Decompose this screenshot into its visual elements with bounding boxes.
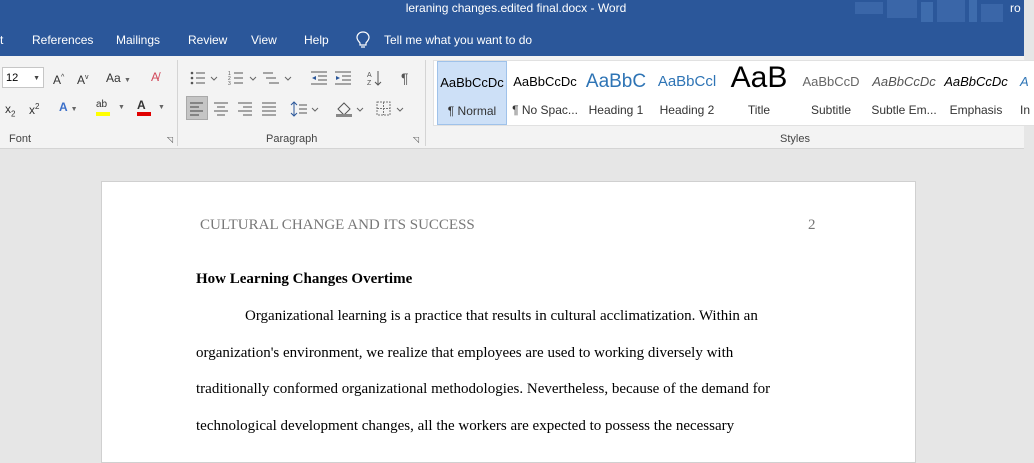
tab-insert[interactable]: t bbox=[0, 33, 4, 47]
document-page[interactable] bbox=[101, 181, 916, 463]
chevron-down-icon[interactable]: ▼ bbox=[158, 104, 165, 111]
user-account[interactable]: ro bbox=[1010, 1, 1021, 15]
grow-font-icon[interactable]: A^ bbox=[53, 73, 65, 87]
section-heading[interactable]: How Learning Changes Overtime bbox=[196, 271, 413, 287]
tab-mailings[interactable]: Mailings bbox=[116, 33, 161, 47]
style-sample: AaBbCcDc bbox=[440, 75, 504, 90]
line-spacing-icon[interactable] bbox=[291, 102, 318, 116]
style-name: Heading 2 bbox=[659, 103, 715, 117]
style-no-spacing[interactable] bbox=[509, 61, 581, 125]
clear-formatting-icon[interactable]: A̸ bbox=[151, 70, 160, 84]
increase-indent-icon[interactable] bbox=[335, 72, 351, 84]
superscript-icon[interactable]: $x^2$ bbox=[29, 102, 40, 117]
font-size-box[interactable] bbox=[2, 67, 44, 88]
style-name: Emphasis bbox=[949, 103, 1003, 117]
style-sample: A bbox=[1020, 74, 1029, 89]
svg-text:Z: Z bbox=[367, 80, 372, 87]
style-sample: AaBbCcDc bbox=[872, 74, 936, 89]
decrease-indent-icon[interactable] bbox=[311, 72, 327, 84]
style-name: Title bbox=[747, 103, 771, 117]
style-name: Subtle Em... bbox=[871, 103, 937, 117]
paragraph-group-label: Paragraph bbox=[266, 133, 318, 145]
style-name: In bbox=[1020, 103, 1031, 117]
justify-icon[interactable] bbox=[262, 103, 276, 115]
title-bar bbox=[0, 0, 1024, 22]
dialog-launcher-icon[interactable]: ◹ bbox=[413, 135, 420, 144]
tell-me-search[interactable]: Tell me what you want to do bbox=[384, 33, 533, 47]
sort-icon[interactable] bbox=[367, 71, 381, 87]
bullets-icon[interactable] bbox=[191, 72, 217, 85]
align-left-icon[interactable] bbox=[190, 103, 203, 115]
body-line[interactable]: Organizational learning is a practice that results in cultural acclimatization. Within an bbox=[245, 308, 758, 324]
document-area bbox=[0, 149, 1024, 449]
style-intense-emphasis[interactable] bbox=[1014, 61, 1034, 125]
tab-help[interactable]: Help bbox=[304, 33, 329, 47]
subscript-icon[interactable]: $x_2$ bbox=[5, 102, 16, 119]
paragraph-row-1 bbox=[189, 70, 419, 86]
style-sample: AaBbC bbox=[585, 71, 647, 92]
style-sample: AaBbCcDc bbox=[513, 74, 577, 89]
page-header[interactable]: CULTURAL CHANGE AND ITS SUCCESS bbox=[200, 217, 475, 233]
style-name: ¶ No Spac... bbox=[512, 103, 578, 117]
style-heading-2[interactable] bbox=[652, 61, 722, 125]
body-line[interactable]: technological development changes, all the workers are expected to possess the necessary bbox=[196, 418, 735, 434]
svg-text:2: 2 bbox=[228, 76, 231, 82]
font-color-icon[interactable]: A bbox=[137, 98, 151, 116]
chevron-down-icon[interactable]: ▼ bbox=[118, 104, 125, 111]
svg-text:3: 3 bbox=[228, 81, 231, 87]
tab-review[interactable]: Review bbox=[188, 33, 228, 47]
body-line[interactable]: organization's environment, we realize that employees are used to working diversely with bbox=[196, 345, 734, 361]
lightbulb-icon[interactable] bbox=[356, 31, 370, 49]
align-right-icon[interactable] bbox=[238, 103, 252, 115]
ribbon-tabs bbox=[0, 22, 1024, 56]
svg-text:¶: ¶ bbox=[401, 70, 409, 86]
style-name: ¶ Normal bbox=[447, 104, 497, 118]
styles-gallery bbox=[433, 60, 1034, 126]
tab-references[interactable]: References bbox=[32, 33, 94, 47]
style-name: Heading 1 bbox=[588, 103, 644, 117]
style-heading-1[interactable] bbox=[583, 61, 649, 125]
group-divider bbox=[425, 60, 426, 146]
text-effects-icon[interactable]: A ▼ bbox=[59, 100, 78, 114]
style-subtle-emphasis[interactable] bbox=[869, 61, 939, 125]
page-number[interactable]: 2 bbox=[808, 217, 816, 233]
style-name: Subtitle bbox=[810, 103, 852, 117]
style-sample: AaB bbox=[730, 61, 788, 94]
chevron-down-icon[interactable]: ▼ bbox=[33, 75, 40, 82]
style-sample: AaBbCcl bbox=[657, 73, 717, 90]
font-group-label: Font bbox=[9, 133, 32, 145]
svg-text:1: 1 bbox=[228, 71, 231, 77]
align-center-icon[interactable] bbox=[214, 103, 228, 115]
ribbon bbox=[0, 56, 1031, 149]
tab-view[interactable]: View bbox=[251, 33, 277, 47]
font-size-value: 12 bbox=[6, 72, 19, 84]
dialog-launcher-icon[interactable]: ◹ bbox=[167, 135, 174, 144]
style-sample: AaBbCcD bbox=[802, 74, 860, 89]
document-title: leraning changes.edited final.docx - Word bbox=[405, 1, 627, 15]
shading-icon[interactable] bbox=[336, 103, 363, 117]
multilevel-list-icon[interactable] bbox=[263, 73, 291, 83]
numbering-icon[interactable] bbox=[228, 71, 256, 87]
styles-group-label: Styles bbox=[780, 133, 810, 145]
style-sample: AaBbCcDc bbox=[944, 74, 1008, 89]
style-emphasis[interactable] bbox=[941, 61, 1011, 125]
show-formatting-icon[interactable] bbox=[401, 70, 409, 86]
style-normal[interactable] bbox=[437, 61, 507, 125]
style-title[interactable] bbox=[726, 61, 792, 125]
change-case-icon[interactable]: Aa ▼ bbox=[106, 71, 131, 85]
group-divider bbox=[177, 60, 178, 146]
paragraph-row-2 bbox=[190, 101, 420, 117]
svg-text:A: A bbox=[367, 72, 372, 79]
body-line[interactable]: traditionally conformed organizational methodologies. Nevertheless, because of the demand for bbox=[196, 381, 771, 397]
borders-icon[interactable] bbox=[377, 102, 403, 115]
style-subtitle[interactable] bbox=[796, 61, 866, 125]
highlight-icon[interactable]: ab bbox=[96, 98, 110, 116]
shrink-font-icon[interactable]: $A^v$ bbox=[77, 73, 89, 87]
